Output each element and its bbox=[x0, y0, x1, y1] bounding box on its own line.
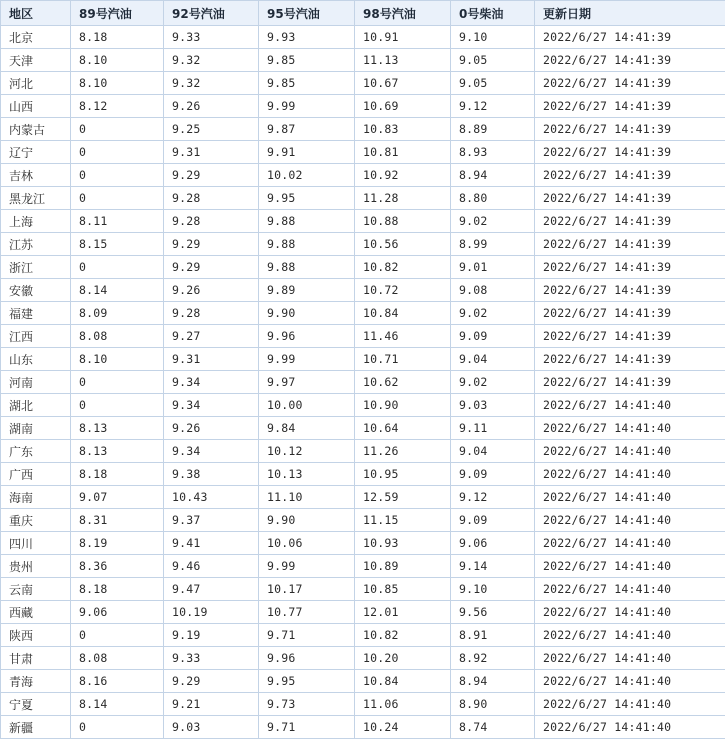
gasoline-92-cell: 9.33 bbox=[164, 26, 259, 49]
gasoline-95-cell: 9.85 bbox=[259, 49, 355, 72]
gasoline-98-cell: 12.59 bbox=[355, 486, 451, 509]
region-cell: 天津 bbox=[1, 49, 71, 72]
diesel-0-cell: 8.94 bbox=[451, 670, 535, 693]
diesel-0-cell: 8.90 bbox=[451, 693, 535, 716]
gasoline-98-cell: 10.90 bbox=[355, 394, 451, 417]
gasoline-98-cell: 11.13 bbox=[355, 49, 451, 72]
gasoline-92-cell: 9.32 bbox=[164, 49, 259, 72]
table-row bbox=[1, 141, 725, 164]
gasoline-98-cell: 10.72 bbox=[355, 279, 451, 302]
header-gasoline-89: 89号汽油 bbox=[71, 1, 164, 26]
gasoline-92-cell: 9.25 bbox=[164, 118, 259, 141]
update-date-cell: 2022/6/27 14:41:40 bbox=[535, 716, 725, 739]
table-row bbox=[1, 302, 725, 325]
region-cell: 湖北 bbox=[1, 394, 71, 417]
update-date-cell: 2022/6/27 14:41:39 bbox=[535, 210, 725, 233]
diesel-0-cell: 8.92 bbox=[451, 647, 535, 670]
update-date-cell: 2022/6/27 14:41:40 bbox=[535, 555, 725, 578]
update-date-cell: 2022/6/27 14:41:40 bbox=[535, 440, 725, 463]
update-date-cell: 2022/6/27 14:41:40 bbox=[535, 509, 725, 532]
diesel-0-cell: 9.11 bbox=[451, 417, 535, 440]
diesel-0-cell: 9.10 bbox=[451, 578, 535, 601]
gasoline-92-cell: 9.28 bbox=[164, 210, 259, 233]
gasoline-95-cell: 9.84 bbox=[259, 417, 355, 440]
diesel-0-cell: 8.89 bbox=[451, 118, 535, 141]
gasoline-89-cell: 8.15 bbox=[71, 233, 164, 256]
gasoline-92-cell: 9.29 bbox=[164, 256, 259, 279]
gasoline-98-cell: 10.64 bbox=[355, 417, 451, 440]
diesel-0-cell: 9.04 bbox=[451, 348, 535, 371]
gasoline-92-cell: 9.03 bbox=[164, 716, 259, 739]
gasoline-98-cell: 10.69 bbox=[355, 95, 451, 118]
diesel-0-cell: 9.09 bbox=[451, 463, 535, 486]
diesel-0-cell: 8.99 bbox=[451, 233, 535, 256]
gasoline-95-cell: 9.96 bbox=[259, 647, 355, 670]
region-cell: 福建 bbox=[1, 302, 71, 325]
table-row bbox=[1, 693, 725, 716]
table-row bbox=[1, 670, 725, 693]
gasoline-98-cell: 10.95 bbox=[355, 463, 451, 486]
gasoline-95-cell: 9.99 bbox=[259, 348, 355, 371]
gasoline-92-cell: 9.41 bbox=[164, 532, 259, 555]
update-date-cell: 2022/6/27 14:41:39 bbox=[535, 49, 725, 72]
diesel-0-cell: 9.56 bbox=[451, 601, 535, 624]
gasoline-98-cell: 11.15 bbox=[355, 509, 451, 532]
gasoline-92-cell: 9.21 bbox=[164, 693, 259, 716]
table-row bbox=[1, 72, 725, 95]
update-date-cell: 2022/6/27 14:41:39 bbox=[535, 371, 725, 394]
gasoline-98-cell: 10.84 bbox=[355, 302, 451, 325]
diesel-0-cell: 9.09 bbox=[451, 509, 535, 532]
region-cell: 北京 bbox=[1, 26, 71, 49]
gasoline-89-cell: 8.18 bbox=[71, 463, 164, 486]
gasoline-92-cell: 9.46 bbox=[164, 555, 259, 578]
update-date-cell: 2022/6/27 14:41:39 bbox=[535, 164, 725, 187]
gasoline-89-cell: 0 bbox=[71, 118, 164, 141]
gasoline-98-cell: 10.67 bbox=[355, 72, 451, 95]
table-row bbox=[1, 256, 725, 279]
gasoline-95-cell: 9.91 bbox=[259, 141, 355, 164]
header-gasoline-92: 92号汽油 bbox=[164, 1, 259, 26]
table-row bbox=[1, 348, 725, 371]
gasoline-92-cell: 9.29 bbox=[164, 164, 259, 187]
table-header-row bbox=[1, 1, 725, 26]
table-body bbox=[1, 26, 725, 739]
update-date-cell: 2022/6/27 14:41:39 bbox=[535, 256, 725, 279]
gasoline-89-cell: 8.10 bbox=[71, 49, 164, 72]
gasoline-95-cell: 10.13 bbox=[259, 463, 355, 486]
gasoline-89-cell: 0 bbox=[71, 371, 164, 394]
region-cell: 山东 bbox=[1, 348, 71, 371]
diesel-0-cell: 9.14 bbox=[451, 555, 535, 578]
gasoline-95-cell: 9.99 bbox=[259, 95, 355, 118]
gasoline-95-cell: 9.90 bbox=[259, 302, 355, 325]
region-cell: 上海 bbox=[1, 210, 71, 233]
table-row bbox=[1, 716, 725, 739]
diesel-0-cell: 8.74 bbox=[451, 716, 535, 739]
diesel-0-cell: 9.05 bbox=[451, 49, 535, 72]
gasoline-98-cell: 10.82 bbox=[355, 624, 451, 647]
table-row bbox=[1, 555, 725, 578]
update-date-cell: 2022/6/27 14:41:40 bbox=[535, 463, 725, 486]
update-date-cell: 2022/6/27 14:41:39 bbox=[535, 141, 725, 164]
gasoline-98-cell: 10.84 bbox=[355, 670, 451, 693]
gasoline-89-cell: 8.08 bbox=[71, 325, 164, 348]
table-row bbox=[1, 279, 725, 302]
region-cell: 贵州 bbox=[1, 555, 71, 578]
gasoline-92-cell: 9.19 bbox=[164, 624, 259, 647]
gasoline-98-cell: 10.82 bbox=[355, 256, 451, 279]
diesel-0-cell: 9.04 bbox=[451, 440, 535, 463]
gasoline-98-cell: 10.88 bbox=[355, 210, 451, 233]
gasoline-89-cell: 8.36 bbox=[71, 555, 164, 578]
update-date-cell: 2022/6/27 14:41:39 bbox=[535, 348, 725, 371]
diesel-0-cell: 9.06 bbox=[451, 532, 535, 555]
region-cell: 四川 bbox=[1, 532, 71, 555]
gasoline-89-cell: 8.10 bbox=[71, 72, 164, 95]
update-date-cell: 2022/6/27 14:41:39 bbox=[535, 302, 725, 325]
diesel-0-cell: 9.05 bbox=[451, 72, 535, 95]
update-date-cell: 2022/6/27 14:41:40 bbox=[535, 670, 725, 693]
gasoline-95-cell: 9.71 bbox=[259, 716, 355, 739]
table-row bbox=[1, 647, 725, 670]
gasoline-95-cell: 10.06 bbox=[259, 532, 355, 555]
diesel-0-cell: 8.94 bbox=[451, 164, 535, 187]
table-row bbox=[1, 463, 725, 486]
update-date-cell: 2022/6/27 14:41:39 bbox=[535, 325, 725, 348]
table-row bbox=[1, 417, 725, 440]
gasoline-98-cell: 10.83 bbox=[355, 118, 451, 141]
gasoline-98-cell: 10.93 bbox=[355, 532, 451, 555]
gasoline-92-cell: 9.38 bbox=[164, 463, 259, 486]
gasoline-89-cell: 8.09 bbox=[71, 302, 164, 325]
gasoline-95-cell: 9.95 bbox=[259, 670, 355, 693]
table-row bbox=[1, 578, 725, 601]
gasoline-98-cell: 11.28 bbox=[355, 187, 451, 210]
gasoline-98-cell: 10.89 bbox=[355, 555, 451, 578]
gasoline-89-cell: 0 bbox=[71, 164, 164, 187]
gasoline-92-cell: 9.37 bbox=[164, 509, 259, 532]
gasoline-89-cell: 0 bbox=[71, 624, 164, 647]
diesel-0-cell: 8.80 bbox=[451, 187, 535, 210]
table-row bbox=[1, 532, 725, 555]
table-row bbox=[1, 95, 725, 118]
update-date-cell: 2022/6/27 14:41:39 bbox=[535, 118, 725, 141]
gasoline-89-cell: 8.11 bbox=[71, 210, 164, 233]
update-date-cell: 2022/6/27 14:41:40 bbox=[535, 394, 725, 417]
diesel-0-cell: 9.12 bbox=[451, 95, 535, 118]
gasoline-95-cell: 9.73 bbox=[259, 693, 355, 716]
gasoline-92-cell: 9.27 bbox=[164, 325, 259, 348]
gasoline-98-cell: 10.24 bbox=[355, 716, 451, 739]
gasoline-92-cell: 10.43 bbox=[164, 486, 259, 509]
gasoline-89-cell: 8.13 bbox=[71, 417, 164, 440]
table-row bbox=[1, 509, 725, 532]
update-date-cell: 2022/6/27 14:41:40 bbox=[535, 624, 725, 647]
gasoline-95-cell: 9.96 bbox=[259, 325, 355, 348]
gasoline-89-cell: 8.18 bbox=[71, 578, 164, 601]
update-date-cell: 2022/6/27 14:41:39 bbox=[535, 187, 725, 210]
gasoline-95-cell: 9.88 bbox=[259, 210, 355, 233]
gasoline-89-cell: 8.08 bbox=[71, 647, 164, 670]
header-gasoline-98: 98号汽油 bbox=[355, 1, 451, 26]
gasoline-98-cell: 11.06 bbox=[355, 693, 451, 716]
region-cell: 内蒙古 bbox=[1, 118, 71, 141]
gasoline-92-cell: 9.31 bbox=[164, 348, 259, 371]
update-date-cell: 2022/6/27 14:41:39 bbox=[535, 26, 725, 49]
update-date-cell: 2022/6/27 14:41:40 bbox=[535, 578, 725, 601]
region-cell: 青海 bbox=[1, 670, 71, 693]
diesel-0-cell: 8.93 bbox=[451, 141, 535, 164]
table-row bbox=[1, 233, 725, 256]
table-row bbox=[1, 440, 725, 463]
update-date-cell: 2022/6/27 14:41:39 bbox=[535, 72, 725, 95]
table-row bbox=[1, 486, 725, 509]
region-cell: 甘肃 bbox=[1, 647, 71, 670]
gasoline-95-cell: 10.77 bbox=[259, 601, 355, 624]
gasoline-95-cell: 9.88 bbox=[259, 256, 355, 279]
gasoline-89-cell: 8.18 bbox=[71, 26, 164, 49]
table-row bbox=[1, 394, 725, 417]
region-cell: 广东 bbox=[1, 440, 71, 463]
gasoline-92-cell: 9.34 bbox=[164, 394, 259, 417]
update-date-cell: 2022/6/27 14:41:40 bbox=[535, 647, 725, 670]
gasoline-92-cell: 9.26 bbox=[164, 417, 259, 440]
gasoline-95-cell: 10.12 bbox=[259, 440, 355, 463]
table-row bbox=[1, 26, 725, 49]
gasoline-98-cell: 10.20 bbox=[355, 647, 451, 670]
diesel-0-cell: 9.10 bbox=[451, 26, 535, 49]
region-cell: 海南 bbox=[1, 486, 71, 509]
gasoline-89-cell: 8.13 bbox=[71, 440, 164, 463]
region-cell: 重庆 bbox=[1, 509, 71, 532]
gasoline-92-cell: 9.33 bbox=[164, 647, 259, 670]
diesel-0-cell: 9.08 bbox=[451, 279, 535, 302]
region-cell: 黑龙江 bbox=[1, 187, 71, 210]
gasoline-95-cell: 10.17 bbox=[259, 578, 355, 601]
gasoline-89-cell: 9.07 bbox=[71, 486, 164, 509]
update-date-cell: 2022/6/27 14:41:40 bbox=[535, 601, 725, 624]
gasoline-95-cell: 10.02 bbox=[259, 164, 355, 187]
gasoline-92-cell: 9.34 bbox=[164, 440, 259, 463]
gasoline-89-cell: 0 bbox=[71, 141, 164, 164]
update-date-cell: 2022/6/27 14:41:39 bbox=[535, 233, 725, 256]
region-cell: 河南 bbox=[1, 371, 71, 394]
table-row bbox=[1, 187, 725, 210]
region-cell: 山西 bbox=[1, 95, 71, 118]
table-row bbox=[1, 624, 725, 647]
gasoline-95-cell: 10.00 bbox=[259, 394, 355, 417]
update-date-cell: 2022/6/27 14:41:40 bbox=[535, 417, 725, 440]
table-row bbox=[1, 210, 725, 233]
gasoline-89-cell: 8.31 bbox=[71, 509, 164, 532]
header-region: 地区 bbox=[1, 1, 71, 26]
diesel-0-cell: 9.02 bbox=[451, 302, 535, 325]
update-date-cell: 2022/6/27 14:41:40 bbox=[535, 486, 725, 509]
gasoline-92-cell: 9.28 bbox=[164, 187, 259, 210]
gasoline-92-cell: 10.19 bbox=[164, 601, 259, 624]
header-gasoline-95: 95号汽油 bbox=[259, 1, 355, 26]
region-cell: 云南 bbox=[1, 578, 71, 601]
gasoline-89-cell: 8.14 bbox=[71, 693, 164, 716]
region-cell: 宁夏 bbox=[1, 693, 71, 716]
gasoline-92-cell: 9.32 bbox=[164, 72, 259, 95]
gasoline-95-cell: 9.87 bbox=[259, 118, 355, 141]
gasoline-95-cell: 9.85 bbox=[259, 72, 355, 95]
diesel-0-cell: 9.02 bbox=[451, 371, 535, 394]
update-date-cell: 2022/6/27 14:41:39 bbox=[535, 95, 725, 118]
diesel-0-cell: 9.03 bbox=[451, 394, 535, 417]
region-cell: 陕西 bbox=[1, 624, 71, 647]
region-cell: 江苏 bbox=[1, 233, 71, 256]
gasoline-95-cell: 9.97 bbox=[259, 371, 355, 394]
header-update-date: 更新日期 bbox=[535, 1, 725, 26]
gasoline-89-cell: 0 bbox=[71, 394, 164, 417]
gasoline-98-cell: 10.91 bbox=[355, 26, 451, 49]
update-date-cell: 2022/6/27 14:41:40 bbox=[535, 532, 725, 555]
table-row bbox=[1, 164, 725, 187]
diesel-0-cell: 9.02 bbox=[451, 210, 535, 233]
region-cell: 江西 bbox=[1, 325, 71, 348]
gasoline-95-cell: 9.99 bbox=[259, 555, 355, 578]
gasoline-92-cell: 9.29 bbox=[164, 670, 259, 693]
region-cell: 河北 bbox=[1, 72, 71, 95]
update-date-cell: 2022/6/27 14:41:40 bbox=[535, 693, 725, 716]
region-cell: 安徽 bbox=[1, 279, 71, 302]
gasoline-95-cell: 9.95 bbox=[259, 187, 355, 210]
gasoline-98-cell: 10.81 bbox=[355, 141, 451, 164]
gasoline-92-cell: 9.34 bbox=[164, 371, 259, 394]
gasoline-95-cell: 9.90 bbox=[259, 509, 355, 532]
region-cell: 辽宁 bbox=[1, 141, 71, 164]
gasoline-89-cell: 8.12 bbox=[71, 95, 164, 118]
gasoline-98-cell: 10.62 bbox=[355, 371, 451, 394]
table-row bbox=[1, 49, 725, 72]
diesel-0-cell: 9.09 bbox=[451, 325, 535, 348]
gasoline-98-cell: 12.01 bbox=[355, 601, 451, 624]
table-row bbox=[1, 325, 725, 348]
gasoline-98-cell: 10.92 bbox=[355, 164, 451, 187]
gasoline-92-cell: 9.31 bbox=[164, 141, 259, 164]
gasoline-98-cell: 10.85 bbox=[355, 578, 451, 601]
gasoline-89-cell: 9.06 bbox=[71, 601, 164, 624]
gasoline-92-cell: 9.26 bbox=[164, 279, 259, 302]
table-row bbox=[1, 601, 725, 624]
gasoline-89-cell: 0 bbox=[71, 716, 164, 739]
region-cell: 西藏 bbox=[1, 601, 71, 624]
gasoline-89-cell: 8.14 bbox=[71, 279, 164, 302]
header-diesel-0: 0号柴油 bbox=[451, 1, 535, 26]
gasoline-95-cell: 9.89 bbox=[259, 279, 355, 302]
region-cell: 吉林 bbox=[1, 164, 71, 187]
gasoline-98-cell: 11.26 bbox=[355, 440, 451, 463]
gasoline-95-cell: 9.93 bbox=[259, 26, 355, 49]
diesel-0-cell: 9.12 bbox=[451, 486, 535, 509]
gasoline-98-cell: 10.71 bbox=[355, 348, 451, 371]
gasoline-89-cell: 0 bbox=[71, 256, 164, 279]
gasoline-89-cell: 8.16 bbox=[71, 670, 164, 693]
gasoline-98-cell: 10.56 bbox=[355, 233, 451, 256]
gasoline-95-cell: 11.10 bbox=[259, 486, 355, 509]
gasoline-89-cell: 8.19 bbox=[71, 532, 164, 555]
update-date-cell: 2022/6/27 14:41:39 bbox=[535, 279, 725, 302]
gasoline-89-cell: 0 bbox=[71, 187, 164, 210]
gasoline-92-cell: 9.28 bbox=[164, 302, 259, 325]
gasoline-89-cell: 8.10 bbox=[71, 348, 164, 371]
table-row bbox=[1, 371, 725, 394]
gasoline-98-cell: 11.46 bbox=[355, 325, 451, 348]
gasoline-95-cell: 9.88 bbox=[259, 233, 355, 256]
diesel-0-cell: 8.91 bbox=[451, 624, 535, 647]
gasoline-92-cell: 9.47 bbox=[164, 578, 259, 601]
gasoline-95-cell: 9.71 bbox=[259, 624, 355, 647]
gasoline-92-cell: 9.26 bbox=[164, 95, 259, 118]
table-row bbox=[1, 118, 725, 141]
region-cell: 浙江 bbox=[1, 256, 71, 279]
gasoline-92-cell: 9.29 bbox=[164, 233, 259, 256]
diesel-0-cell: 9.01 bbox=[451, 256, 535, 279]
region-cell: 广西 bbox=[1, 463, 71, 486]
region-cell: 新疆 bbox=[1, 716, 71, 739]
region-cell: 湖南 bbox=[1, 417, 71, 440]
